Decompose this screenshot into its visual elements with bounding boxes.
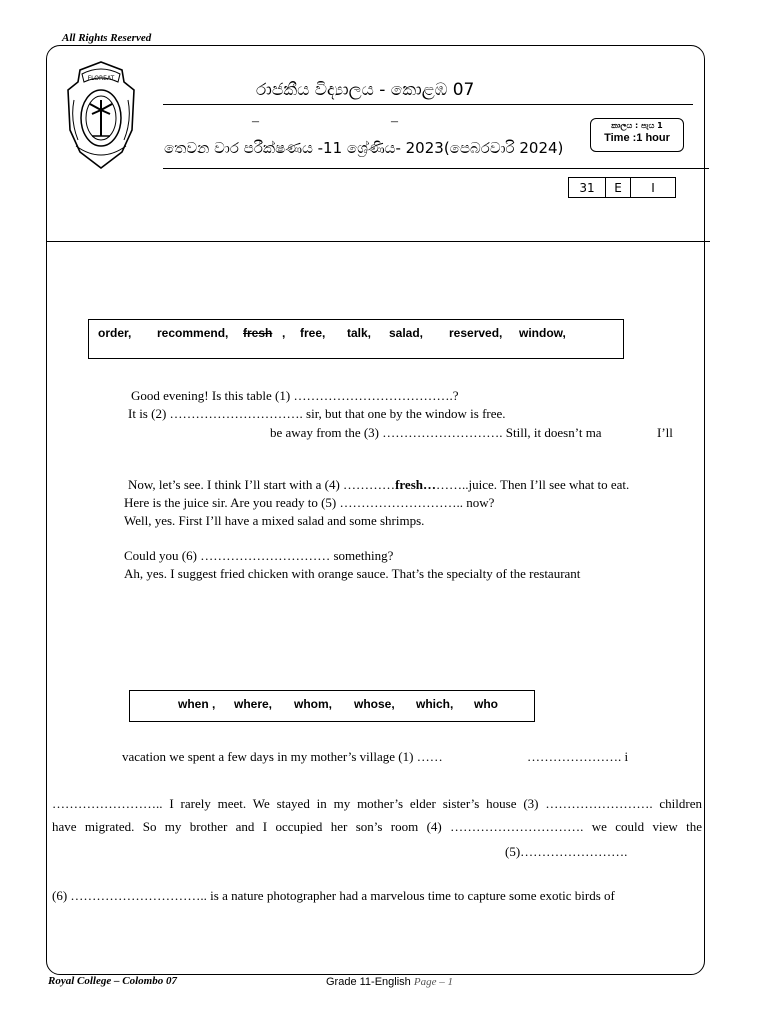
word: when ,	[178, 697, 216, 711]
word: free,	[300, 326, 326, 340]
code-part: I	[651, 180, 655, 195]
word: who	[474, 697, 498, 711]
header-divider	[46, 241, 710, 242]
dialogue-line: be away from the (3) ………………………. Still, it doesn’t ma	[270, 425, 602, 440]
exam-underline	[163, 168, 709, 169]
word: window,	[519, 326, 566, 340]
time-sinhala: කාලය : පැය 1	[611, 121, 663, 130]
dialogue-line: Could you (6) ………………………… something?	[124, 548, 394, 563]
word: where,	[234, 697, 273, 711]
word: talk,	[347, 326, 372, 340]
word-box-2	[129, 690, 535, 722]
dialogue-line: Ah, yes. I suggest fried chicken with orange sauce. That’s the specialty of the restaurant	[124, 566, 581, 581]
school-crest	[62, 60, 140, 170]
passage-line: …………………. i	[527, 749, 629, 764]
dialogue-line: Here is the juice sir. Are you ready to (5) ……………………….. now?	[124, 495, 495, 510]
passage-line: vacation we spent a few days in my mother’s village (1) ……	[122, 749, 443, 764]
code-subject: E	[606, 178, 631, 197]
word: ,	[282, 326, 286, 340]
dialogue-line: Well, yes. First I’ll have a mixed salad and some shrimps.	[124, 513, 425, 528]
footer-grade: Grade 11-English Page – 1	[326, 976, 453, 988]
passage-line: (6) ………………………….. is a nature photographer had a marvelous time to capture some exotic birds of	[52, 888, 615, 903]
word: whose,	[354, 697, 395, 711]
school-title: රාජකීය විද්‍යාලය - කොළඹ 07	[256, 80, 475, 100]
passage-line: have migrated. So my brother and I occupied her son’s room (4) …………………………. we could view the	[52, 819, 702, 834]
word: order,	[98, 326, 132, 340]
time-box	[590, 118, 684, 152]
code-grade: 31	[569, 178, 606, 197]
copyright-notice: All Rights Reserved	[62, 32, 152, 44]
passage-line: …………………….. I rarely meet. We stayed in my mother’s elder sister’s house (3) ……………………. children	[52, 796, 702, 811]
word: reserved,	[449, 326, 503, 340]
passage-line: (5)…………………….	[505, 844, 628, 859]
footer-school: Royal College – Colombo 07	[48, 975, 177, 987]
time-english: Time :1 hour	[604, 132, 670, 144]
dialogue-line: I’ll	[657, 425, 673, 440]
exam-title: තෙවන වාර පරීක්ෂණය -11 ශ්‍රේණිය- 2023(පෙබරවාරි 2024)	[164, 139, 564, 157]
dialogue-line: Good evening! Is this table (1) ……………………………….?	[131, 388, 459, 403]
word: recommend,	[157, 326, 229, 340]
svg-text:FLOREAT: FLOREAT	[87, 75, 115, 82]
word: which,	[416, 697, 454, 711]
word: whom,	[294, 697, 332, 711]
dialogue-line: It is (2) …………………………. sir, but that one by the window is free.	[128, 406, 506, 421]
word-struck: fresh	[243, 326, 273, 340]
paper-code	[568, 177, 676, 198]
page-number: Page – 1	[413, 976, 453, 988]
word-box-1	[88, 319, 624, 359]
dialogue-line: Now, let’s see. I think I’ll start with a (4) …………fresh………..juice. Then I’ll see what to eat.	[128, 477, 630, 492]
title-underline	[163, 104, 693, 105]
dash-left: –	[252, 114, 259, 129]
word: salad,	[389, 326, 424, 340]
dash-right: –	[391, 114, 398, 129]
